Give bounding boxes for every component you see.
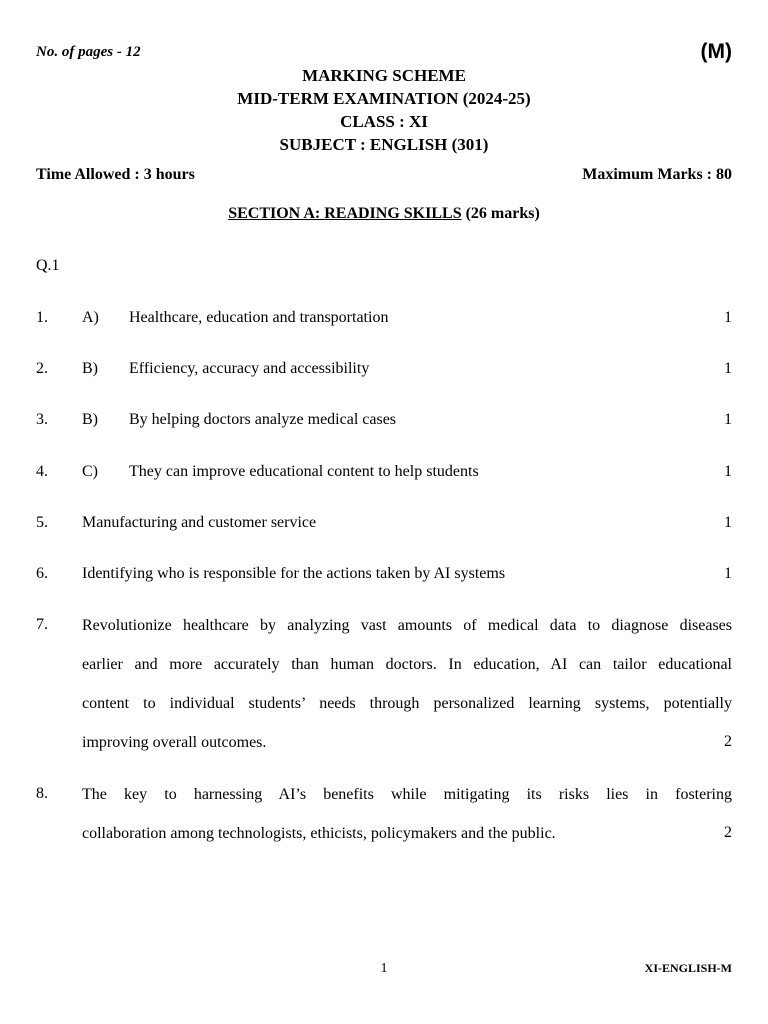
answer-mark: 1 xyxy=(724,360,732,377)
title-subject: SUBJECT : ENGLISH (301) xyxy=(279,135,489,154)
title-class: CLASS : XI xyxy=(340,112,428,131)
answer-number: 7. xyxy=(36,616,48,633)
answer-number: 1. xyxy=(36,309,48,326)
answer-text: Identifying who is responsible for the actions taken by AI systems xyxy=(82,565,506,582)
answer-mark: 2 xyxy=(724,824,732,841)
answer-mark: 1 xyxy=(724,309,732,326)
answer-paragraph xyxy=(82,785,732,863)
answer-mark: 1 xyxy=(724,463,732,480)
title-marking-scheme: MARKING SCHEME xyxy=(302,66,466,85)
maximum-marks: Maximum Marks : 80 xyxy=(582,166,732,183)
answer-number: 8. xyxy=(36,785,48,802)
section-title: SECTION A: READING SKILLS xyxy=(228,205,462,222)
title-exam: MID-TERM EXAMINATION (2024-25) xyxy=(237,89,531,108)
answer-number: 2. xyxy=(36,360,48,377)
answer-mark: 1 xyxy=(724,514,732,531)
answer-text: Efficiency, accuracy and accessibility xyxy=(129,360,370,377)
number-of-pages: No. of pages - 12 xyxy=(36,44,141,60)
answer-line: Revolutionize healthcare by analyzing vast amounts of medical data to diagnose diseases xyxy=(82,617,732,634)
page-number: 1 xyxy=(380,961,388,976)
answer-line: earlier and more accurately than human doctors. In education, AI can tailor educational xyxy=(82,656,732,673)
answer-text: By helping doctors analyze medical cases xyxy=(129,411,397,428)
paper-code: (M) xyxy=(700,40,732,63)
answer-line: The key to harnessing AI’s benefits while mitigating its risks lies in fostering xyxy=(82,786,732,803)
answer-paragraph xyxy=(82,616,732,772)
answer-number: 6. xyxy=(36,565,48,582)
answer-text: They can improve educational content to help students xyxy=(129,463,479,480)
section-marks: (26 marks) xyxy=(461,205,540,222)
answer-mark: 1 xyxy=(724,565,732,582)
answer-mark: 2 xyxy=(724,733,732,750)
footer-code: XI-ENGLISH-M xyxy=(644,961,732,975)
answer-line: collaboration among technologists, ethicists, policymakers and the public. xyxy=(82,825,556,842)
answer-line: content to individual students’ needs through personalized learning systems, potentially xyxy=(82,695,732,712)
answer-text: Manufacturing and customer service xyxy=(82,514,317,531)
section-heading xyxy=(0,205,768,223)
answer-text: Healthcare, education and transportation xyxy=(129,309,389,326)
question-label: Q.1 xyxy=(36,257,60,274)
answer-option: C) xyxy=(82,463,98,480)
answer-option: B) xyxy=(82,360,98,377)
answer-number: 4. xyxy=(36,463,48,480)
answer-mark: 1 xyxy=(724,411,732,428)
answer-number: 3. xyxy=(36,411,48,428)
exam-meta-row xyxy=(36,166,732,184)
answer-option: B) xyxy=(82,411,98,428)
answer-line: improving overall outcomes. xyxy=(82,734,267,751)
answer-number: 5. xyxy=(36,514,48,531)
time-allowed: Time Allowed : 3 hours xyxy=(36,166,195,183)
answer-option: A) xyxy=(82,309,99,326)
